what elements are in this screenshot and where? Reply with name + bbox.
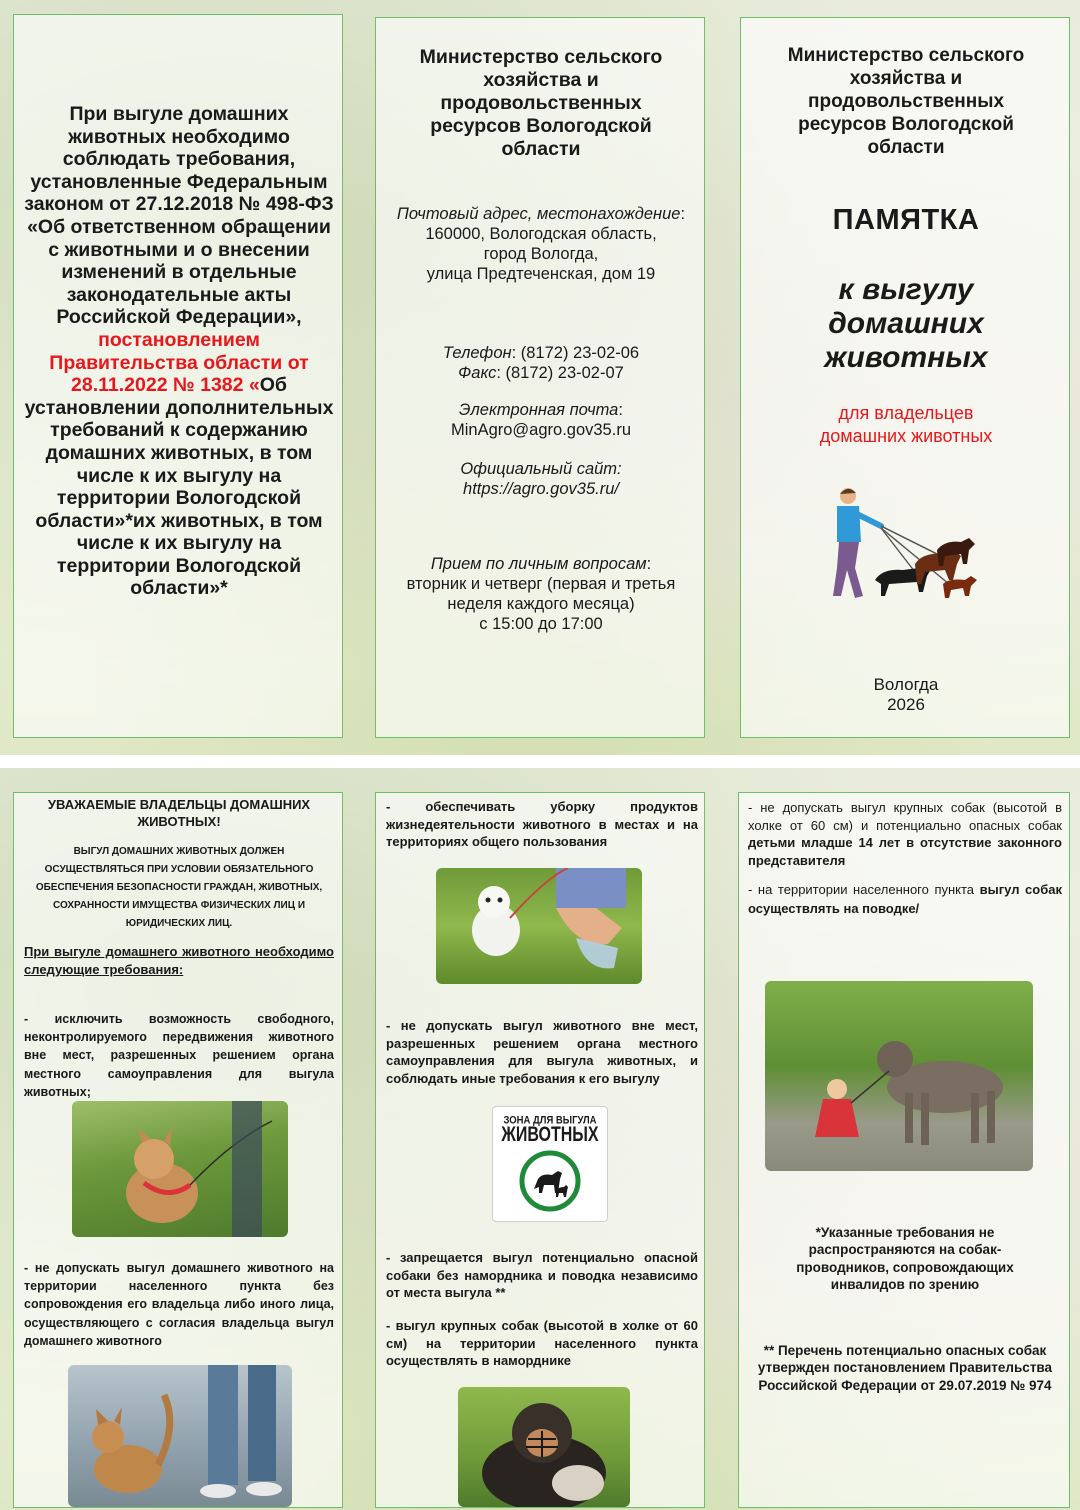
- requirement-cleanup: - обеспечивать уборку продуктов жизнедеятельности животного в местах и на территориях общего пользования: [386, 799, 698, 850]
- reception-line-1: вторник и четверг (первая и третья: [406, 575, 676, 593]
- brochure-subtitle: к выгулу домашних животных: [824, 273, 988, 374]
- owners-heading: УВАЖАЕМЫЕ ВЛАДЕЛЬЦЫ ДОМАШНИХ ЖИВОТНЫХ!: [47, 797, 311, 829]
- child-dog-shape: [765, 981, 1033, 1171]
- cleanup-photo-shape: [436, 868, 642, 984]
- requirements-heading: При выгуле домашнего животного необходимо следующие требования:: [24, 944, 334, 977]
- email-label: Электронная почта: [459, 401, 619, 419]
- sheet-separator: [0, 755, 1080, 768]
- cover-year: 2026: [887, 695, 925, 714]
- leash-text-a: - на территории населенного пункта: [748, 882, 975, 897]
- requirement-muzzle-large: - выгул крупных собак (высотой в холке от 60 см) на территории населенного пункта осуществлять в наморднике: [386, 1318, 698, 1369]
- fax-value: (8172) 23-02-07: [505, 364, 624, 382]
- reception-line-2: неделя каждого месяца): [447, 595, 635, 613]
- back-right-panel: [738, 792, 1070, 1508]
- address-line-1: 160000, Вологодская область,: [425, 225, 657, 243]
- dog-photo-shape: [72, 1101, 288, 1237]
- safety-intro: ВЫГУЛ ДОМАШНИХ ЖИВОТНЫХ ДОЛЖЕН ОСУЩЕСТВЛЯТЬСЯ ПРИ УСЛОВИИ ОБЯЗАТЕЛЬНОГО ОБЕСПЕЧЕНИЯ БЕЗОПАСНОСТИ ГРАЖДАН, ЖИВОТНЫХ, СОХРАННОСТИ ИМУЩЕСТВА ФИЗИЧЕСКИХ ЛИЦ И ЮРИДИЧЕСКИХ ЛИЦ.: [35, 846, 323, 929]
- requirement-muzzle-dangerous: - запрещается выгул потенциально опасной собаки без намордника и поводка независимо от места выгула **: [386, 1250, 698, 1301]
- footnote-guide-dogs: *Указанные требования не распространяются на собак-проводников, сопровождающих инвалидов по зрению: [796, 1225, 1014, 1293]
- reception-block: Прием по личным вопросам: вторник и четверг (первая и третья неделя каждого месяца) с 15:00 до 17:00: [382, 554, 700, 634]
- dog-zone-icon: [518, 1149, 582, 1213]
- back-left-panel: [13, 792, 343, 1508]
- site-value[interactable]: https://agro.gov35.ru/: [463, 480, 619, 498]
- dog-walking-zone-sign: [492, 1106, 608, 1222]
- law-text-main: При выгуле домашних животных необходимо соблюдать требования, установленные Федеральным законом от 27.12.2018 № 498-ФЗ «Об ответственном обращении с животными и о внесении изменений в отдельные законодательные акты Российской Федерации»,: [24, 103, 334, 329]
- requirement-no-free-roaming: - исключить возможность свободного, неконтролируемого передвижения животного вне мест, разрешенных решением органа местного самоуправления для выгула животных;: [24, 1012, 334, 1099]
- law-requirements-text: [22, 103, 336, 600]
- requirement-accompanied-walk: - не допускать выгул домашнего животного на территории населенного пункта без сопровождения его владельца либо иного лица, осуществляющего с согласия владельца выгул домашнего животного: [24, 1261, 334, 1348]
- back-middle-panel: [375, 792, 705, 1508]
- cat-on-leash-photo: [68, 1365, 292, 1507]
- site-block: [382, 459, 700, 499]
- requirement-children: [748, 799, 1062, 869]
- sign-line-2: ЖИВОТНЫХ: [501, 1124, 599, 1147]
- footnote-dangerous-dogs-list: ** Перечень потенциально опасных собак утвержден постановлением Правительства Российской Федерации от 29.07.2019 № 974: [757, 1343, 1053, 1393]
- address-line-2: город Вологда,: [483, 245, 599, 263]
- phone-value: (8172) 23-02-06: [520, 344, 640, 362]
- cat-photo-shape: [68, 1365, 292, 1507]
- dog-waste-cleanup-photo: [436, 868, 642, 984]
- front-middle-panel: [375, 17, 705, 738]
- law-text-tail: Об установлении дополнительных требований к содержанию домашних животных, в том числе к их выгулу на территории Вологодской области»*их животных, в том числе к их выгулу на территории Вологодской области»*: [24, 374, 334, 600]
- site-label: Официальный сайт:: [460, 460, 622, 478]
- cover-city: Вологда: [873, 675, 939, 694]
- ministry-name: Министерство сельского хозяйства и продовольственных ресурсов Вологодской области: [419, 46, 663, 160]
- email-block: Электронная почта: MinAgro@agro.gov35.ru: [382, 400, 700, 440]
- front-left-panel: [13, 14, 343, 738]
- leash-text-b: выгул собак осуществлять на поводке/: [748, 882, 1062, 916]
- requirement-leash: [748, 881, 1062, 918]
- fax-label: Факс: [458, 364, 497, 382]
- email-value[interactable]: MinAgro@agro.gov35.ru: [450, 421, 631, 439]
- muzzled-dog-photo: [458, 1387, 630, 1507]
- children-text-b: детьми младше 14 лет в отсутствие законного представителя: [748, 835, 1062, 868]
- muzzled-dog-shape: [458, 1387, 630, 1507]
- man-walking-dogs-illustration: [819, 484, 989, 604]
- children-text-a: - не допускать выгул крупных собак (высотой в холке от 60 см) и потенциально опасных собак: [748, 800, 1062, 833]
- reception-label: Прием по личным вопросам: [430, 555, 647, 573]
- address-line-3: улица Предтеченская, дом 19: [426, 265, 656, 283]
- brochure-audience: для владельцев домашних животных: [819, 403, 993, 446]
- brochure-title: ПАМЯТКА: [832, 204, 980, 236]
- phone-block: Телефон: (8172) 23-02-06 Факс: (8172) 23-02-07: [442, 344, 640, 382]
- reception-line-3: с 15:00 до 17:00: [479, 615, 603, 633]
- phone-label: Телефон: [442, 344, 512, 362]
- law-text-red: постановлением Правительства области от 28.11.2022 № 1382 «: [49, 328, 309, 397]
- ministry-name-cover: Министерство сельского хозяйства и продовольственных ресурсов Вологодской области: [787, 45, 1025, 158]
- requirement-designated-areas: - не допускать выгул животного вне мест, разрешенных решением органа местного самоуправления для выгула животных, и соблюдать иные требования к его выгулу: [386, 1018, 698, 1086]
- child-with-large-dog-photo: [765, 981, 1033, 1171]
- front-right-panel: [740, 17, 1070, 738]
- back-sheet: [0, 768, 1080, 1510]
- address-label: Почтовый адрес, местонахождение: [396, 205, 681, 223]
- dog-on-leash-photo: [72, 1101, 288, 1237]
- address-block: Почтовый адрес, местонахождение: 160000, Вологодская область, город Вологда, улица Предтеченская, дом 19: [382, 204, 700, 284]
- sign-line-1: ЗОНА ДЛЯ ВЫГУЛА: [503, 1113, 597, 1128]
